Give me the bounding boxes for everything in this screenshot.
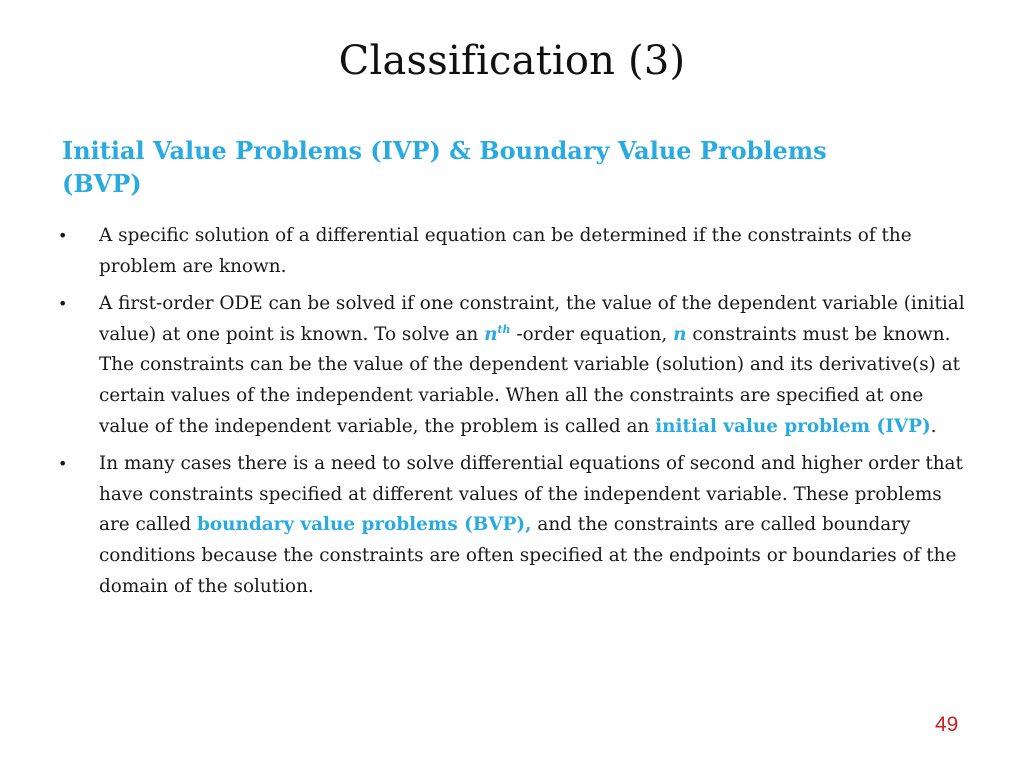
page-number: 49 xyxy=(935,713,959,736)
th-superscript: th xyxy=(497,322,511,336)
section-heading-line-1: Initial Value Problems (IVP) & Boundary Value Problems xyxy=(62,136,827,165)
bullet-2-text-d: . xyxy=(930,415,937,437)
bullet-1-text: A specific solution of a differential equation can be determined if the constraints of the problem are known. xyxy=(99,225,912,277)
bullet-2-text-a: A first-order ODE can be solved if one constraint, the value of the dependent variable (initial value) at one point is known. To solve an xyxy=(99,293,965,345)
bullet-icon: • xyxy=(58,454,68,474)
bullet-2-text-c: constraints must be known. The constraints can be the value of the dependent variable (solution) and its derivative(s) at certain values of the independent variable. When all the constraints are specified at one value of the independent variable, the problem is called an xyxy=(99,323,961,437)
bullet-icon: • xyxy=(58,294,68,314)
bullet-item-2 xyxy=(58,289,968,442)
bullet-item-3 xyxy=(58,449,968,602)
bullet-list xyxy=(58,221,968,609)
bullet-3-text-a: In many cases there is a need to solve differential equations of second and higher order that have constraints specified at different values of the independent variable. These problems are called xyxy=(99,453,963,536)
n-symbol: n xyxy=(484,323,498,345)
bullet-item-1 xyxy=(58,221,968,282)
bvp-term: boundary value problems (BVP), xyxy=(197,514,532,536)
n-symbol-2: n xyxy=(673,323,687,345)
ivp-term: initial value problem (IVP) xyxy=(655,415,931,437)
slide-title: Classification (3) xyxy=(338,38,686,84)
bullet-icon: • xyxy=(58,226,68,245)
bullet-2-text-b: -order equation, xyxy=(510,323,674,345)
section-heading-line-2: (BVP) xyxy=(62,169,142,198)
section-heading xyxy=(62,134,962,200)
bullet-3-text-b: and the constraints are called boundary conditions because the constraints are often specified at the endpoints or boundaries of the domain of the solution. xyxy=(99,514,957,597)
